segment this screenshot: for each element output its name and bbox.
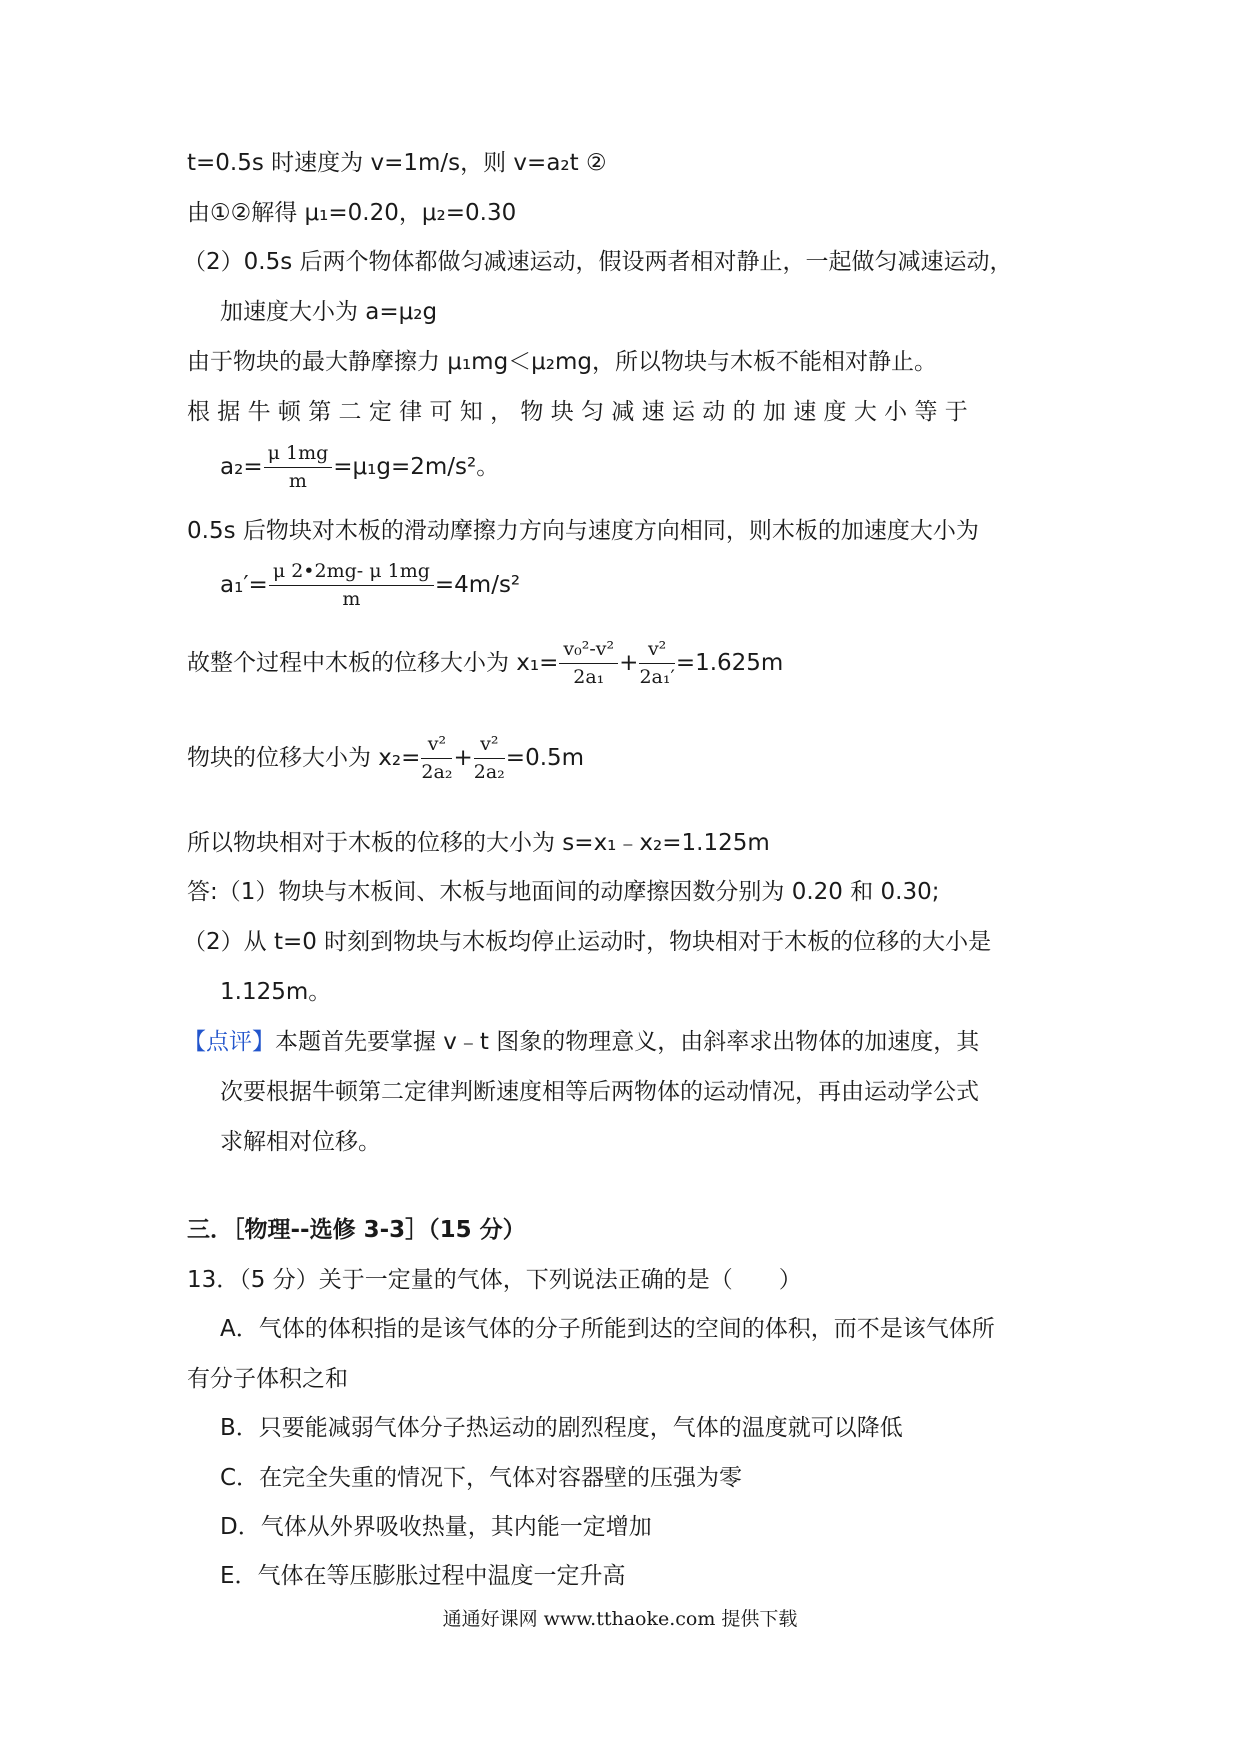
formula-x1: [187, 638, 783, 689]
formula-rhs: =μ₁g=2m/s²。: [333, 453, 500, 480]
fraction: [559, 638, 618, 689]
formula-a1: [220, 560, 520, 611]
question-stem: 13．（5 分）关于一定量的气体，下列说法正确的是（ ）: [187, 1267, 802, 1293]
solution-line: t=0.5s 时速度为 v=1m/s，则 v=a₂t ②: [187, 150, 607, 176]
formula-a2: [220, 442, 499, 493]
denominator: 2a₁′: [639, 665, 675, 688]
answer-line: 答:（1）物块与木板间、木板与地面间的动摩擦因数分别为 0.20 和 0.30;: [187, 879, 940, 905]
numerator: v²: [639, 638, 674, 664]
numerator: v²: [421, 733, 452, 759]
denominator: m: [342, 587, 361, 610]
option-d: D．气体从外界吸收热量，其内能一定增加: [220, 1514, 652, 1540]
review-line: 次要根据牛顿第二定律判断速度相等后两物体的运动情况，再由运动学公式: [220, 1079, 979, 1105]
formula-rhs: =4m/s²: [434, 571, 521, 598]
formula-lhs: a₁′=: [220, 571, 268, 598]
answer-line: （2）从 t=0 时刻到物块与木板均停止运动时，物块相对于木板的位移的大小是: [183, 929, 992, 955]
solution-line: 加速度大小为 a=μ₂g: [220, 299, 438, 325]
review-line: 求解相对位移。: [220, 1129, 381, 1155]
denominator: 2a₂: [473, 760, 505, 783]
review-text: 本题首先要掌握 v﹣t 图象的物理意义，由斜率求出物体的加速度，其: [275, 1029, 980, 1055]
formula-x2: [187, 733, 584, 784]
section-title: 三．［物理--选修 3-3］（15 分）: [187, 1217, 526, 1243]
option-a: A．气体的体积指的是该气体的分子所能到达的空间的体积，而不是该气体所: [220, 1316, 995, 1342]
denominator: 2a₁: [573, 665, 605, 688]
option-a-cont: 有分子体积之和: [187, 1366, 348, 1392]
page-footer: 通通好课网 www.tthaoke.com 提供下载: [442, 1608, 798, 1630]
option-c: C．在完全失重的情况下，气体对容器壁的压强为零: [220, 1465, 743, 1491]
denominator: 2a₂: [421, 760, 453, 783]
numerator: μ 1mg: [264, 442, 333, 468]
option-b: B．只要能减弱气体分子热运动的剧烈程度，气体的温度就可以降低: [220, 1415, 903, 1441]
numerator: v₀²-v²: [559, 638, 618, 664]
formula-rhs: =0.5m: [505, 744, 585, 771]
numerator: v²: [474, 733, 505, 759]
fraction: [474, 733, 505, 784]
fraction: [264, 442, 333, 493]
solution-line: 0.5s 后物块对木板的滑动摩擦力方向与速度方向相同，则木板的加速度大小为: [187, 518, 979, 544]
answer-line: 1.125m。: [220, 979, 332, 1005]
solution-line: 所以物块相对于木板的位移的大小为 s=x₁﹣x₂=1.125m: [187, 830, 770, 856]
denominator: m: [288, 469, 307, 492]
plus-sign: +: [453, 744, 473, 771]
solution-line: 根 据 牛 顿 第 二 定 律 可 知 ， 物 块 匀 减 速 运 动 的 加 速 度 大 小 等 于: [187, 399, 968, 425]
formula-lhs: 物块的位移大小为 x₂=: [187, 744, 421, 771]
fraction: [421, 733, 452, 784]
plus-sign: +: [619, 649, 639, 676]
formula-lhs: 故整个过程中木板的位移大小为 x₁=: [187, 649, 559, 676]
fraction: [269, 560, 434, 611]
review-line: [183, 1029, 979, 1057]
formula-lhs: a₂=: [220, 453, 263, 480]
solution-line: （2）0.5s 后两个物体都做匀减速运动，假设两者相对静止，一起做匀减速运动，: [183, 249, 1013, 275]
solution-line: 由①②解得 μ₁=0.20，μ₂=0.30: [187, 200, 517, 226]
fraction: [639, 638, 674, 689]
solution-line: 由于物块的最大静摩擦力 μ₁mg＜μ₂mg，所以物块与木板不能相对静止。: [187, 349, 938, 375]
review-tag: 【点评】: [183, 1029, 275, 1055]
option-e: E．气体在等压膨胀过程中温度一定升高: [220, 1563, 626, 1589]
formula-rhs: =1.625m: [675, 649, 784, 676]
numerator: μ 2•2mg- μ 1mg: [269, 560, 434, 586]
